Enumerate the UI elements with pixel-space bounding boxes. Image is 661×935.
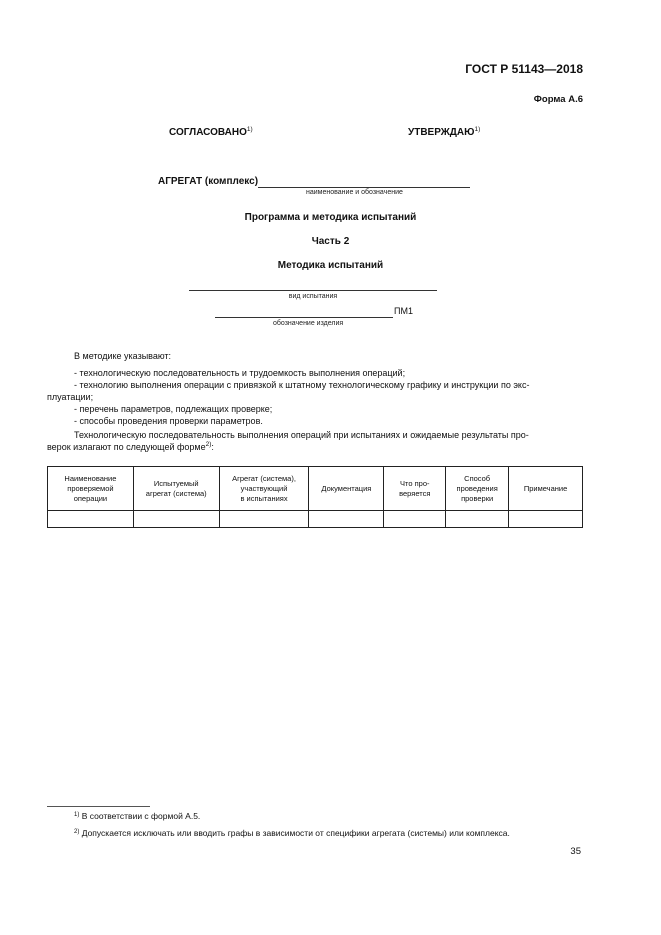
standard-number: ГОСТ Р 51143—2018 [465, 62, 583, 76]
list-item: - перечень параметров, подлежащих проверке; [74, 404, 273, 414]
approved-heading [408, 127, 480, 138]
product-suffix: ПМ1 [394, 306, 413, 316]
agreed-heading [169, 127, 253, 138]
intro-text: В методике указывают: [74, 351, 172, 361]
approved-footnote-mark: 1) [474, 126, 481, 133]
product-line [215, 317, 393, 318]
footnote-2-text: Допускается исключать или вводить графы в зависимости от специфики агрегата (системы) или комплекса. [81, 828, 510, 838]
test-type-caption: вид испытания [288, 293, 338, 300]
table-cell [384, 511, 446, 528]
page-number: 35 [570, 846, 581, 857]
paragraph-line-2-text: верок излагают по следующей форме [47, 442, 206, 452]
footnote-1 [74, 811, 200, 821]
paragraph-line-1: Технологическую последовательность выполнения операций при испытаниях и ожидаемые результаты про- [74, 430, 529, 440]
table-cell [446, 511, 509, 528]
test-type-line [189, 290, 437, 291]
form-label: Форма А.6 [533, 94, 583, 105]
header-note: Примечание [509, 467, 583, 511]
header-operation-name: Наименование проверяемой операции [48, 467, 134, 511]
table-cell [48, 511, 134, 528]
aggregate-fill-line [258, 187, 470, 188]
table-header-row [48, 467, 583, 511]
footnote-2-mark: 2) [74, 829, 80, 835]
footnote-2 [74, 828, 510, 838]
aggregate-label: АГРЕГАТ (комплекс) [158, 176, 259, 187]
paragraph-line-2 [47, 441, 214, 454]
footnote-separator [47, 806, 150, 807]
list-item: - технологическую последовательность и трудоемкость выполнения операций; [74, 368, 406, 378]
header-documentation: Документация [309, 467, 384, 511]
approved-text: УТВЕРЖДАЮ [408, 127, 475, 138]
header-check-method: Способ проведения проверки [446, 467, 509, 511]
product-caption: обозначение изделия [273, 320, 344, 327]
part-title: Часть 2 [311, 236, 350, 247]
table-cell [309, 511, 384, 528]
aggregate-caption: наименование и обозначение [306, 189, 403, 196]
list-item: плуатации; [47, 392, 94, 402]
agreed-footnote-mark: 1) [246, 126, 253, 133]
table-cell [509, 511, 583, 528]
table-cell [133, 511, 219, 528]
list-item: - способы проведения проверки параметров. [74, 416, 263, 426]
footnote-1-text: В соответствии с формой А.5. [81, 811, 201, 821]
list-item: - технологию выполнения операции с привязкой к штатному технологическому графику и инструкции по экс- [74, 380, 530, 390]
paragraph-footnote-mark: 2) [205, 441, 212, 448]
header-participating-aggregate: Агрегат (система), участвующий в испытаниях [219, 467, 309, 511]
header-what-checked: Что про- веряется [384, 467, 446, 511]
paragraph-line-2-tail: : [211, 442, 214, 452]
program-title: Программа и методика испытаний [244, 212, 417, 223]
table-row [48, 511, 583, 528]
header-tested-aggregate: Испытуемый агрегат (система) [133, 467, 219, 511]
method-title: Методика испытаний [277, 260, 384, 271]
agreed-text: СОГЛАСОВАНО [169, 127, 247, 138]
table-cell [219, 511, 309, 528]
footnote-1-mark: 1) [74, 812, 80, 818]
operations-form-table [47, 466, 583, 528]
